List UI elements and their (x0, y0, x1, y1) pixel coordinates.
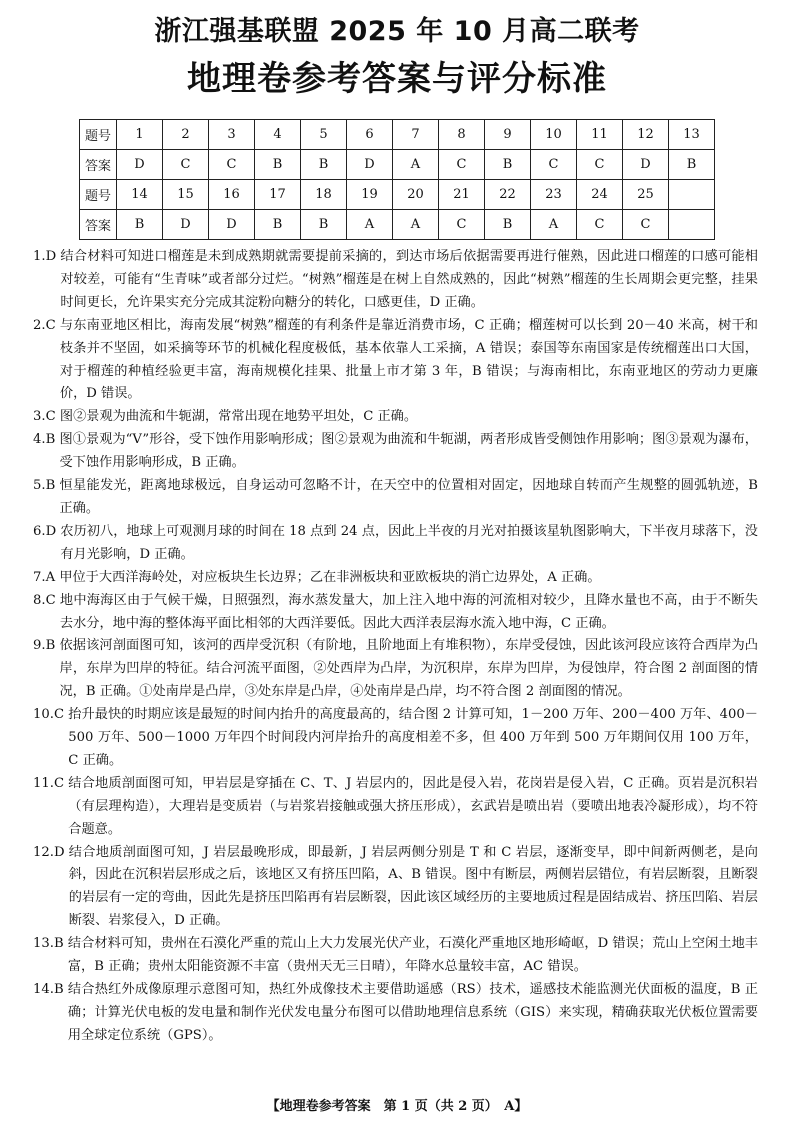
item-number: 8.C (33, 592, 56, 608)
question-number: 3 (209, 120, 255, 150)
item-number: 14.B (33, 982, 64, 997)
answer-cell: A (531, 210, 577, 240)
item-number: 3.C (33, 409, 56, 425)
question-number: 9 (485, 120, 531, 150)
empty-cell (669, 210, 715, 240)
item-number: 13.B (33, 936, 64, 952)
answer-cell: C (577, 150, 623, 180)
answer-cell: B (255, 210, 301, 240)
explanation-item (33, 773, 758, 842)
explanation-item (33, 704, 758, 773)
answer-cell: D (163, 210, 209, 240)
question-number: 7 (393, 120, 439, 150)
question-number: 2 (163, 120, 209, 150)
answer-row (80, 210, 715, 240)
question-number: 20 (393, 180, 439, 210)
question-number: 8 (439, 120, 485, 150)
question-number: 5 (301, 120, 347, 150)
item-number: 1.D (33, 249, 57, 264)
answer-cell: C (623, 210, 669, 240)
item-text: 结合材料可知进口榴莲是未到成熟期就需要提前采摘的，到达市场后依据需要再进行催熟，因此进口榴莲的口感可能相对较差，可能有“生青味”或者部分过烂。“树熟”榴莲是在树上自然成熟的，因此“树熟”榴莲的生长周期会更完整，挂果时间更长，允许果实充分完成其淀粉向糖分的转化，口感更佳，D 正确。 (60, 249, 758, 310)
answer-cell: B (255, 150, 301, 180)
item-number: 7.A (33, 569, 56, 585)
item-text: 与东南亚地区相比，海南发展“树熟”榴莲的有利条件是靠近消费市场，C 正确；榴莲树可以长到 20－40 米高，树干和枝条并不坚固，如采摘等环节的机械化程度极低，基本依靠人工采摘，A 错误；泰国等东南国家是传统榴莲出口大国，对于榴莲的种植经验更丰富，海南规模化挂果、批量上市才第 3 年，B 错误；与海南相比，东南亚地区的劳动力更廉价，D 错误。 (59, 317, 758, 402)
question-number: 10 (531, 120, 577, 150)
question-number: 6 (347, 120, 393, 150)
answer-cell: A (393, 210, 439, 240)
row-label-answer: 答案 (80, 210, 117, 240)
question-number: 13 (669, 120, 715, 150)
page-footer: 【地理卷参考答案 第 1 页（共 2 页） A】 (266, 1099, 528, 1114)
item-text: 甲位于大西洋海岭处，对应板块生长边界；乙在非洲板块和亚欧板块的消亡边界处，A 正确。 (59, 569, 601, 585)
answer-cell: D (117, 150, 163, 180)
answer-cell: D (623, 150, 669, 180)
question-number-row (80, 180, 715, 210)
question-number: 12 (623, 120, 669, 150)
answer-cell: B (301, 150, 347, 180)
answer-cell: C (439, 210, 485, 240)
item-text: 图①景观为“V”形谷，受下蚀作用影响形成；图②景观为曲流和牛轭湖，两者形成皆受侧蚀作用影响；图③景观为瀑布，受下蚀作用影响形成，B 正确。 (59, 432, 758, 471)
answer-cell: B (485, 210, 531, 240)
answer-cell: B (485, 150, 531, 180)
item-number: 4.B (33, 432, 56, 448)
answer-cell: A (347, 210, 393, 240)
item-text: 结合材料可知，贵州在石漠化严重的荒山上大力发展光伏产业，石漠化严重地区地形崎岖，D 错误；荒山上空闲土地丰富，B 正确；贵州太阳能资源不丰富（贵州天无三日晴），年降水总量较丰富，AC 错误。 (67, 936, 758, 975)
item-text: 依据该河剖面图可知，该河的西岸受沉积（有阶地，且阶地面上有堆积物），东岸受侵蚀，因此该河段应该符合西岸为凸岸，东岸为凹岸的特征。结合河流平面图，②处西岸为凸岸，为沉积岸，东岸为凹岸，为侵蚀岸，符合图 2 剖面图的情况，B 正确。①处南岸是凸岸，③处东岸是凸岸，④处南岸是凸岸，均不符合图 2 剖面图的情况。 (59, 638, 758, 700)
question-number-row (80, 120, 715, 150)
answer-cell: B (117, 210, 163, 240)
question-number: 4 (255, 120, 301, 150)
question-number: 18 (301, 180, 347, 210)
question-number: 14 (117, 180, 163, 210)
answer-cell: C (439, 150, 485, 180)
explanation-item (33, 567, 758, 590)
explanation-item (33, 842, 758, 934)
item-number: 10.C (33, 707, 65, 723)
item-number: 9.B (33, 638, 56, 654)
explanation-item (33, 246, 758, 315)
exam-title: 浙江强基联盟 2025 年 10 月高二联考 (154, 16, 640, 47)
item-text: 结合热红外成像原理示意图可知，热红外成像技术主要借助遥感（RS）技术，遥感技术能监测光伏面板的温度，B 正确；计算光伏电板的发电量和制作光伏发电量分布图可以借助地理信息系统（GIS）来实现，精确获取光伏板位置需要用全球定位系统（GPS）。 (67, 982, 758, 1043)
question-number: 24 (577, 180, 623, 210)
answer-cell: B (301, 210, 347, 240)
question-number: 22 (485, 180, 531, 210)
explanation-item (33, 979, 758, 1048)
item-text: 农历初八，地球上可观测月球的时间在 18 点到 24 点，因此上半夜的月光对拍摄该星轨图影响大，下半夜月球落下，没有月光影响，D 正确。 (60, 523, 758, 562)
question-number: 21 (439, 180, 485, 210)
explanation-item (33, 429, 758, 475)
explanation-list (33, 246, 758, 1048)
explanation-item (33, 475, 758, 521)
item-text: 结合地质剖面图可知，甲岩层是穿插在 C、T、J 岩层内的，因此是侵入岩，花岗岩是侵入岩，C 正确。页岩是沉积岩（有层理构造），大理岩是变质岩（与岩浆岩接触或强大挤压形成），玄武岩是喷出岩（要喷出地表冷凝形成），均不符合题意。 (68, 775, 758, 837)
answer-cell: C (209, 150, 255, 180)
question-number: 1 (117, 120, 163, 150)
answer-cell: C (577, 210, 623, 240)
answer-cell: D (209, 210, 255, 240)
answer-cell: C (163, 150, 209, 180)
item-text: 恒星能发光，距离地球极远，自身运动可忽略不计，在天空中的位置相对固定，因地球自转而产生规整的圆弧轨迹，B 正确。 (59, 478, 758, 516)
item-text: 抬升最快的时期应该是最短的时间内抬升的高度最高的，结合图 2 计算可知，1－200 万年、200－400 万年、400－500 万年、500－1000 万年四个时间段内河岸抬升的高度相差不多，但 400 万年到 500 万年期间仅用 100 万年，C 正确。 (68, 707, 758, 768)
empty-cell (669, 180, 715, 210)
answer-cell: B (669, 150, 715, 180)
row-label-question: 题号 (80, 180, 117, 210)
answer-cell: D (347, 150, 393, 180)
item-number: 2.C (33, 317, 56, 333)
explanation-item (33, 635, 758, 704)
row-label-question: 题号 (80, 120, 117, 150)
question-number: 15 (163, 180, 209, 210)
answer-row (80, 150, 715, 180)
item-text: 结合地质剖面图可知，J 岩层最晚形成，即最新，J 岩层两侧分别是 T 和 C 岩层，逐渐变早，即中间新两侧老，是向斜，因此在沉积岩层形成之后，该地区又有挤压凹陷，A、B 错误。图中有断层，两侧岩层错位，有岩层断裂，且断裂的岩层有一定的弯曲，因此先是挤压凹陷再有岩层断裂，因此该区域经历的主要地质过程是固结成岩、挤压凹陷、岩层断裂、岩浆侵入，D 正确。 (68, 844, 758, 929)
question-number: 11 (577, 120, 623, 150)
document-subtitle: 地理卷参考答案与评分标准 (187, 59, 607, 99)
item-text: 地中海海区由于气候干燥，日照强烈，海水蒸发量大，加上注入地中海的河流相对较少，且降水量也不高，由于不断失去水分，地中海的整体海平面比相邻的大西洋要低。因此大西洋表层海水流入地中海，C 正确。 (59, 592, 758, 631)
explanation-item (33, 590, 758, 636)
answer-cell: A (393, 150, 439, 180)
item-text: 图②景观为曲流和牛轭湖，常常出现在地势平坦处，C 正确。 (59, 409, 418, 425)
item-number: 5.B (33, 478, 56, 494)
question-number: 25 (623, 180, 669, 210)
item-number: 11.C (33, 775, 65, 791)
question-number: 16 (209, 180, 255, 210)
question-number: 19 (347, 180, 393, 210)
explanation-item (33, 933, 758, 979)
question-number: 23 (531, 180, 577, 210)
answer-table (79, 119, 715, 240)
item-number: 6.D (33, 523, 57, 539)
question-number: 17 (255, 180, 301, 210)
item-number: 12.D (33, 844, 65, 860)
explanation-item (33, 521, 758, 567)
explanation-item (33, 315, 758, 407)
answer-cell: C (531, 150, 577, 180)
explanation-item (33, 406, 758, 429)
row-label-answer: 答案 (80, 150, 117, 180)
